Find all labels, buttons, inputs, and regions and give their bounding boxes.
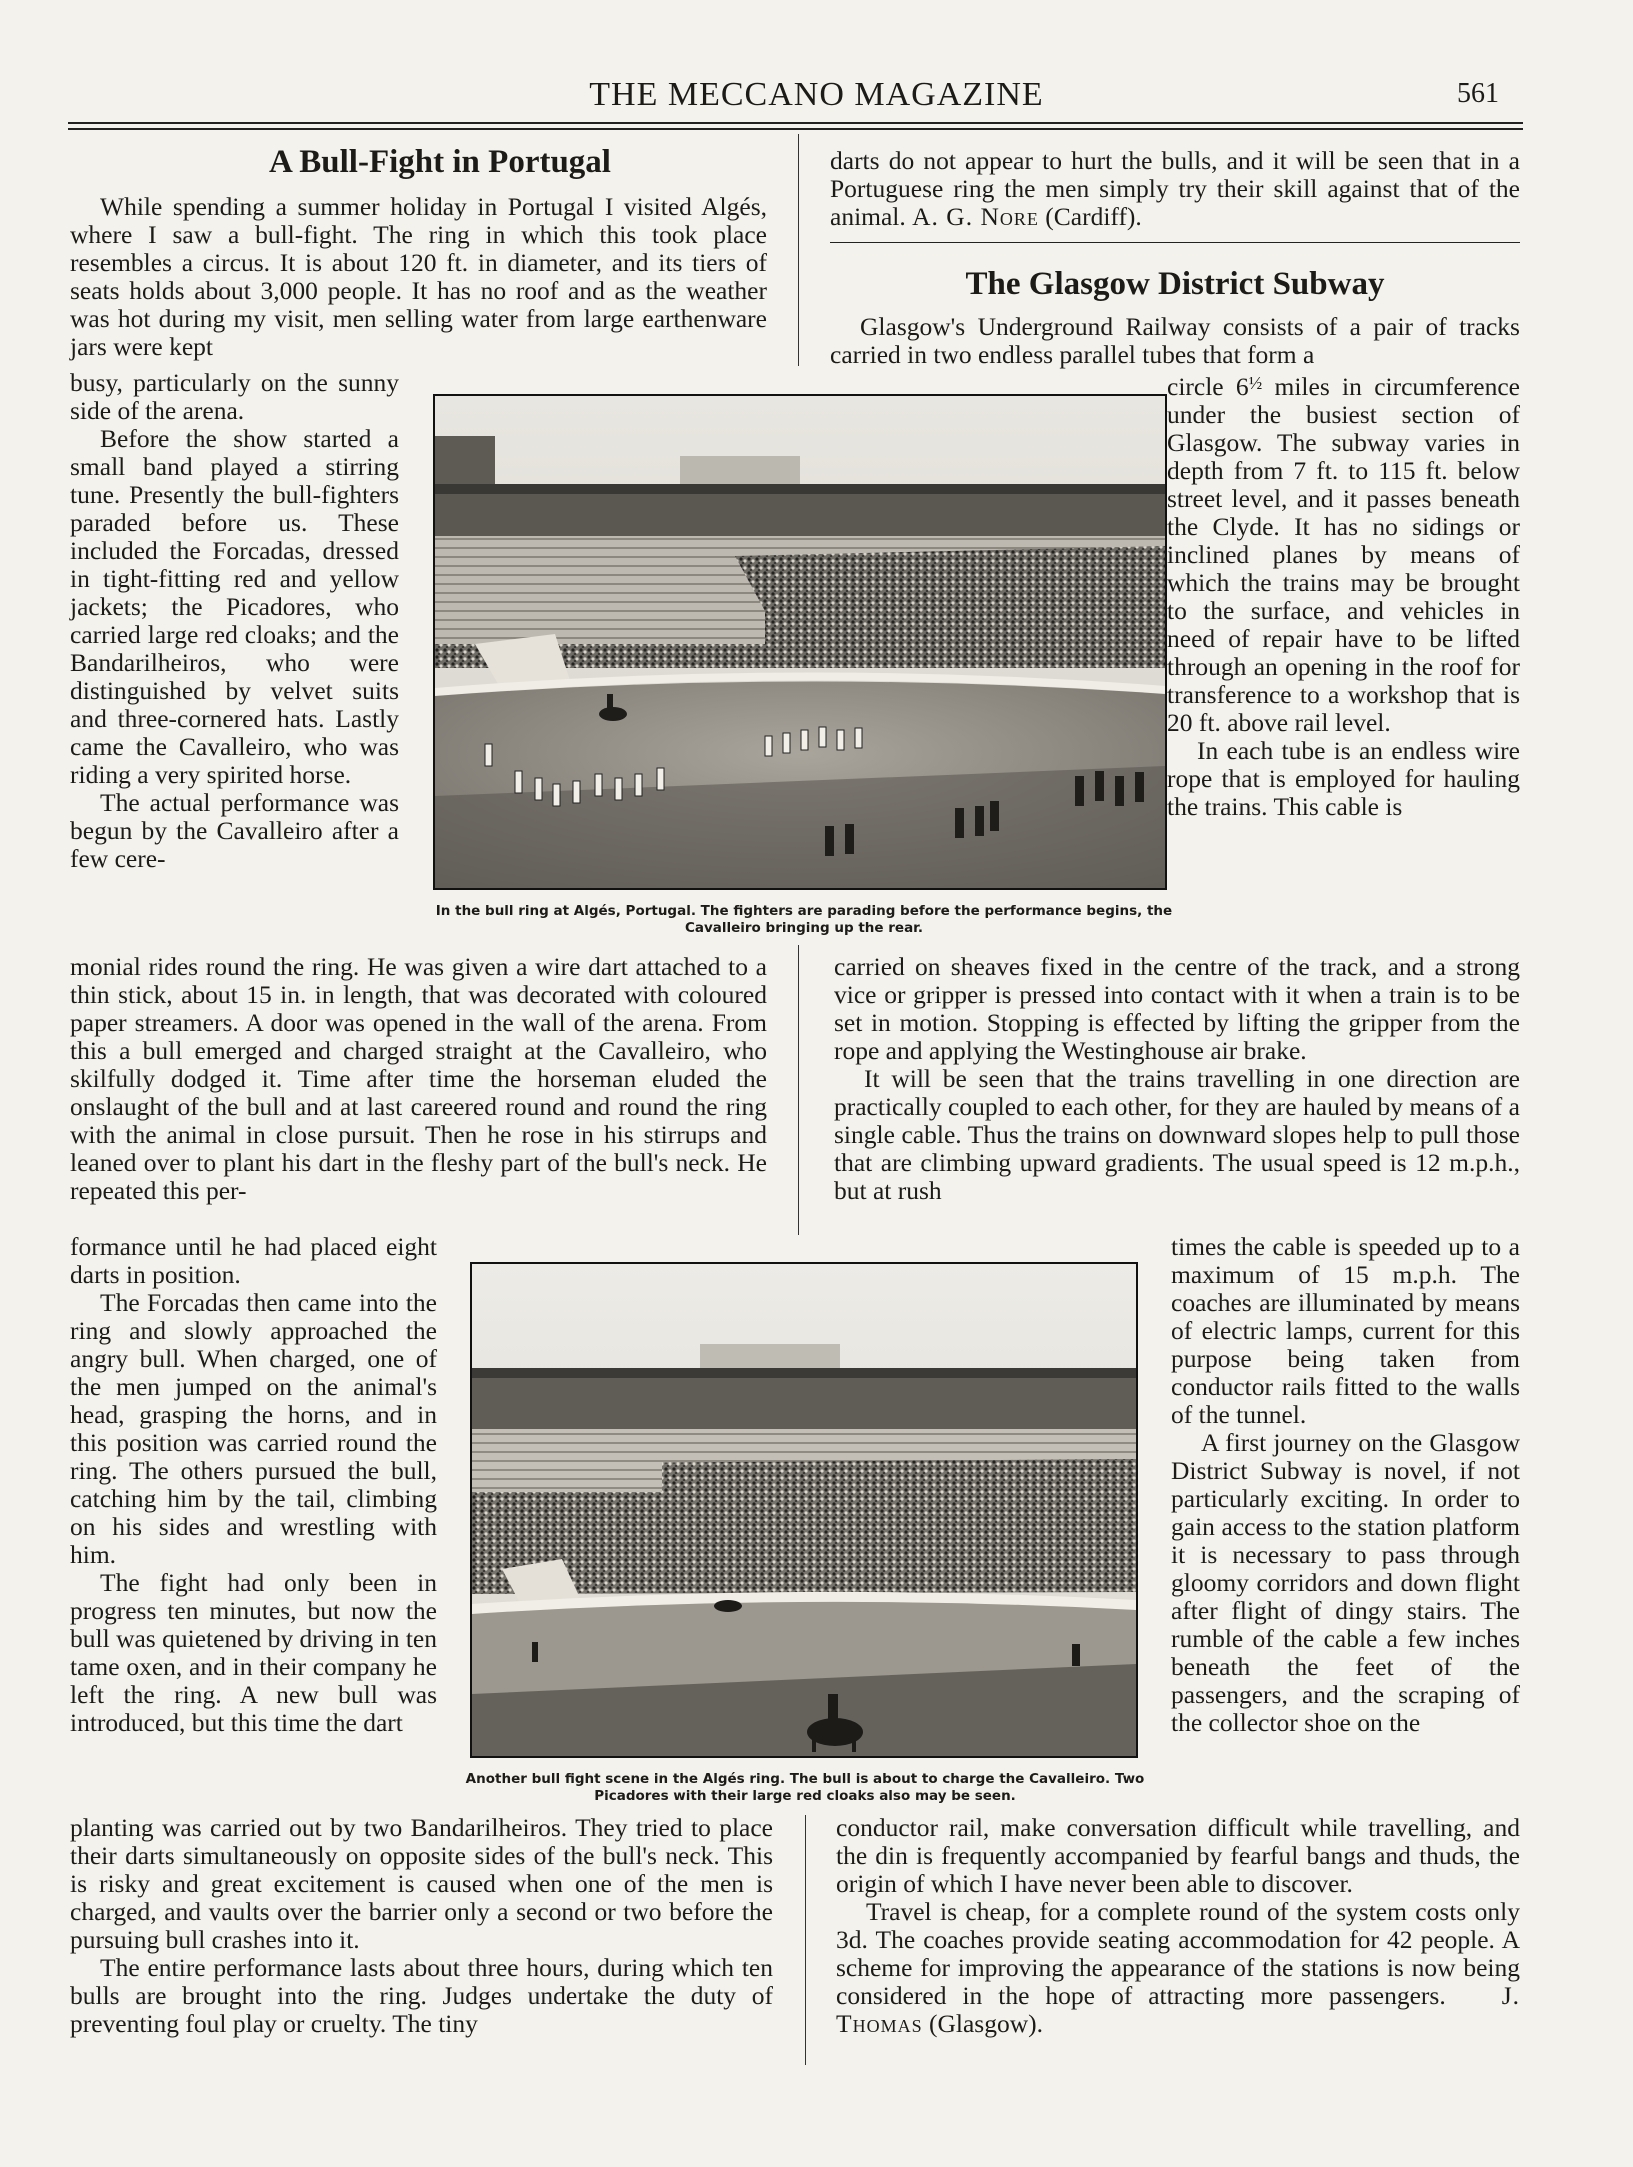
subway-paragraph-1b-fraction: ½: [1248, 373, 1263, 393]
bullfight-paragraph-1a: While spending a summer holiday in Portugal I visited Algés, where I saw a bull-fight. The ring in which this took place resembles a circus. It is about 120 ft. in diameter, and its tiers of seats holds about 3,000 people. It has no roof and as the weather was hot during my visit, men selling water from large earthenware jars were kept: [70, 192, 767, 361]
bullfight-continuation: [830, 147, 1520, 231]
bullfight-paragraph-2: Before the show started a small band played a stirring tune. Presently the bull-fighters paraded before us. These included the Forcadas, dressed in tight-fitting red and yellow jackets; the Picadores, who carried large red cloaks; and the Bandarilheiros, who were distinguished by velvet suits and three-cornered hats. Lastly came the Cavalleiro, who was riding a very spirited horse.: [70, 424, 399, 789]
bull-charge-illustration: [472, 1264, 1136, 1756]
page-number: 561: [1457, 78, 1499, 109]
bullfight-paragraph-5b: planting was carried out by two Bandarilheiros. They tried to place their darts simultaneously on opposite sides of the bull's neck. This is risky and great excitement is caused when one of the men is charged, and vaults over the barrier only a second or two before the pursuing bull crashes into it.: [70, 1813, 773, 1954]
subway-paragraph-1b-post: miles in circumference under the busiest section of Glasgow. The subway varies in depth from 7 ft. to 115 ft. below street level, and it passes beneath the Clyde. It has no sidings or inclined planes by means of which the trains may be brought to the surface, and vehicles in need of repair have to be lifted through an opening in the roof for transference to a workshop that is 20 ft. above rail level.: [1167, 372, 1520, 737]
bull-charge-photo: [470, 1262, 1138, 1758]
magazine-title: THE MECCANO MAGAZINE: [589, 76, 1044, 113]
bullfight-intro-paragraph: [70, 193, 767, 361]
subway-paragraph-4a: A first journey on the Glasgow District Subway is novel, if not particularly exciting. In order to gain access to the station platform it is necessary to pass through gloomy corridors and down flight after flight of dingy stairs. The rumble of the cable a few inches beneath the feet of the passengers, and the scraping of the collector shoe on the: [1171, 1428, 1520, 1737]
bullfight-paragraph-6: The entire performance lasts about three hours, during which ten bulls are brought into the ring. Judges undertake the duty of preventing foul play or cruelty. The tiny: [70, 1953, 773, 2038]
subway-paragraph-3b: times the cable is speeded up to a maximum of 15 m.p.h. The coaches are illuminated by means of electric lamps, current for this purpose being taken from conductor rails fitted to the walls of the tunnel.: [1171, 1232, 1520, 1429]
column-rule-top: [798, 134, 799, 366]
subway-narrow-column-1: [1167, 369, 1520, 821]
bullfight-paragraph-3c: formance until he had placed eight darts in position.: [70, 1232, 437, 1289]
subway-paragraph-1b-pre: circle 6: [1167, 372, 1249, 401]
bullfight-author-place: (Cardiff).: [1045, 202, 1142, 231]
subway-paragraph-2b: carried on sheaves fixed in the centre of the track, and a strong vice or gripper is pressed into contact with it when a train is to be set in motion. Stopping is effected by lifting the gripper from the rope and applying the Westinghouse air brake.: [834, 952, 1520, 1065]
subway-narrow-column-2: [1171, 1233, 1520, 1737]
bullfight-wide-column-1: [70, 953, 767, 1205]
subway-paragraph-1a: Glasgow's Underground Railway consists of a pair of tracks carried in two endless parallel tubes that form a: [830, 312, 1520, 369]
bullfight-paragraph-3a: The actual performance was begun by the Cavalleiro after a few cere-: [70, 788, 399, 873]
subway-author-place: (Glasgow).: [928, 2009, 1043, 2038]
subway-wide-column-1: [834, 953, 1520, 1205]
column-rule-bottom: [805, 1815, 806, 2065]
bull-charge-caption: Another bull fight scene in the Algés ring. The bull is about to charge the Cavalleiro. Two Picadores with their large red cloaks also may be seen.: [465, 1771, 1145, 1804]
bullfight-narrow-column-2: [70, 1233, 437, 1737]
bullfight-wide-column-2: [70, 1814, 773, 2038]
header-rule-top: [68, 122, 1523, 124]
header-rule-bottom: [68, 128, 1523, 130]
bullfight-paragraph-6-continued: darts do not appear to hurt the bulls, and it will be seen that in a Portuguese ring the men simply try their skill against that of the animal.: [830, 146, 1520, 231]
subway-intro: [830, 313, 1520, 369]
bullring-parade-caption: In the bull ring at Algés, Portugal. The fighters are parading before the performance begins, the Cavalleiro bringing up the rear.: [435, 903, 1173, 936]
bullfight-paragraph-4: The Forcadas then came into the ring and slowly approached the angry bull. When charged, one of the men jumped on the animal's head, grasping the horns, and in this position was carried round the ring. The others pursued the bull, catching him by the tail, climbing on his sides and wrestling with him.: [70, 1288, 437, 1569]
subway-paragraph-5: Travel is cheap, for a complete round of the system costs only 3d. The coaches provide seating accommodation for 42 people. A scheme for improving the appearance of the stations is now being considered in the hope of attracting more passengers.: [836, 1897, 1520, 2010]
article-title-bullfight: A Bull-Fight in Portugal: [269, 144, 611, 180]
running-header: [0, 76, 1633, 120]
column-rule-middle: [798, 945, 799, 1235]
bullfight-paragraph-3b: monial rides round the ring. He was given a wire dart attached to a thin stick, about 15 in. in length, that was decorated with coloured paper streamers. A door was opened in the wall of the arena. From this a bull emerged and charged straight at the Cavalleiro, who skilfully dodged it. Time after time the horseman eluded the onslaught of the bull and at last careered round and round the ring with the animal in close pursuit. Then he rose in his stirrups and leaned over to plant his dart in the fleshy part of the bull's neck. He repeated this per-: [70, 952, 767, 1205]
subway-paragraph-2a: In each tube is an endless wire rope that is employed for hauling the trains. This cable is: [1167, 736, 1520, 821]
subway-wide-column-2: [836, 1814, 1520, 2038]
article-title-subway: The Glasgow District Subway: [965, 266, 1385, 302]
bullfight-paragraph-5a: The fight had only been in progress ten minutes, but now the bull was quietened by driving in ten tame oxen, and in their company he left the ring. A new bull was introduced, but this time the dart: [70, 1568, 437, 1737]
bullfight-paragraph-1b: busy, particularly on the sunny side of the arena.: [70, 368, 399, 425]
article-separator-rule: [830, 242, 1520, 243]
bullfight-narrow-column-1: [70, 369, 399, 873]
bullring-parade-illustration: [435, 396, 1165, 888]
bullring-parade-photo: [433, 394, 1167, 890]
subway-paragraph-3a: It will be seen that the trains travelling in one direction are practically coupled to each other, for they are hauled by means of a single cable. Thus the trains on downward slopes help to pull those that are climbing upward gradients. The usual speed is 12 m.p.h., but at rush: [834, 1064, 1520, 1205]
bullfight-author: A. G. Nore: [912, 202, 1039, 231]
subway-paragraph-4b: conductor rail, make conversation difficult while travelling, and the din is frequently accompanied by fearful bangs and thuds, the origin of which I have never been able to discover.: [836, 1813, 1520, 1898]
subway-author: J. Thomas: [836, 1981, 1521, 2038]
